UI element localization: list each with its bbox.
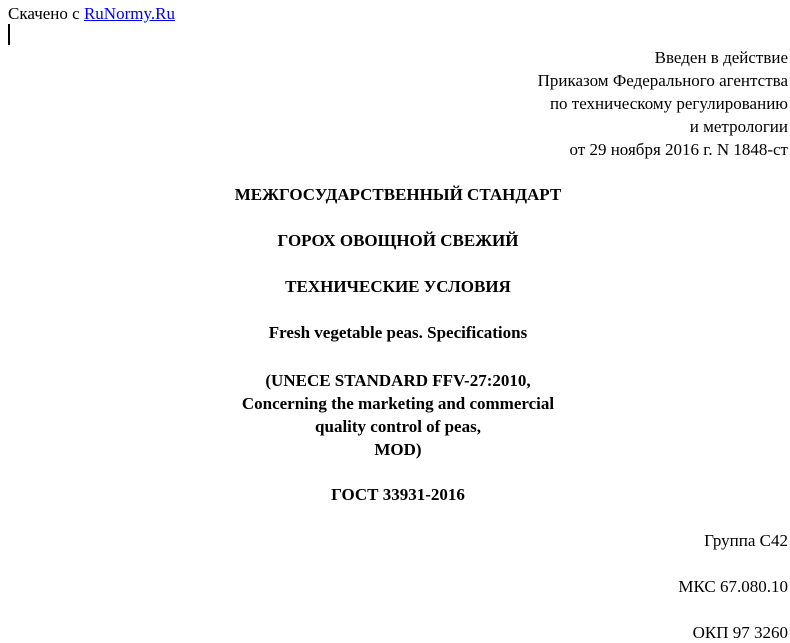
unece-line: quality control of peas, [315, 417, 481, 436]
enactment-line: от 29 ноября 2016 г. N 1848-ст [569, 140, 788, 159]
unece-line: (UNECE STANDARD FFV-27:2010, [265, 371, 531, 390]
product-title: ГОРОХ ОВОЩНОЙ СВЕЖИЙ [277, 231, 519, 250]
technical-conditions-heading: ТЕХНИЧЕСКИЕ УСЛОВИЯ [285, 277, 511, 296]
enactment-block [538, 46, 788, 161]
gost-number: ГОСТ 33931-2016 [331, 485, 465, 504]
text-cursor [8, 24, 10, 45]
standard-type-heading: МЕЖГОСУДАРСТВЕННЫЙ СТАНДАРТ [234, 185, 562, 204]
enactment-line: Введен в действие [654, 48, 788, 67]
unece-line: Concerning the marketing and commercial [241, 394, 555, 413]
mks-code: МКС 67.080.10 [678, 577, 788, 596]
unece-reference [0, 369, 790, 461]
source-prefix: Скачено с [8, 4, 80, 23]
group-code: Группа С42 [704, 531, 788, 550]
runormy-link[interactable]: RuNormy.Ru [83, 4, 175, 23]
english-title: Fresh vegetable peas. Specifications [268, 323, 528, 342]
enactment-line: и метрологии [689, 117, 788, 136]
enactment-line: Приказом Федерального агентства [537, 71, 788, 90]
okp-code: ОКП 97 3260 [692, 623, 788, 642]
source-line [8, 2, 175, 25]
unece-line: MOD) [374, 440, 422, 459]
enactment-line: по техническому регулированию [549, 94, 788, 113]
